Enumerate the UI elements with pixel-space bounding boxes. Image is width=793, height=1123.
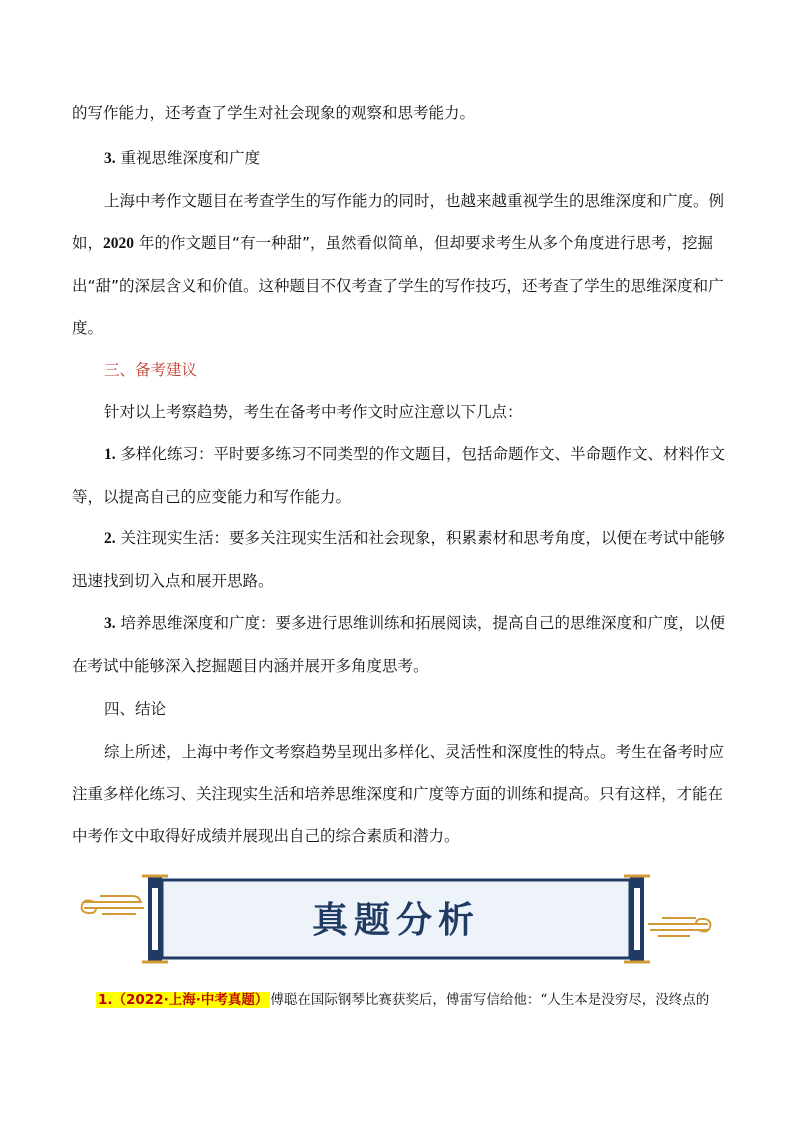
scroll-banner bbox=[72, 858, 720, 980]
paragraph-text-b: 年的作文题目“有一种甜”，虽然看似简单，但却要求考生从多个角度进行思考，挖掘出“甜”的深层含义和价值。这种题目不仅考查了学生的写作技巧，还考查了学生的思维深度和广度。 bbox=[72, 234, 724, 337]
tip-text: 多样化练习：平时要多练习不同类型的作文题目，包括命题作文、半命题作文、材料作文等，以提高自己的应变能力和写作能力。 bbox=[72, 445, 726, 506]
question-1 bbox=[96, 987, 736, 1013]
section-title: 重视思维深度和广度 bbox=[115, 149, 261, 167]
year-number: 2020 bbox=[103, 235, 135, 252]
tip-number: 1. bbox=[104, 446, 116, 463]
tip-item-1 bbox=[72, 433, 732, 518]
tip-item-3 bbox=[72, 602, 732, 687]
paragraph-conclusion: 综上所述，上海中考作文考察趋势呈现出多样化、灵活性和深度性的特点。考生在备考时应注重多样化练习、关注现实生活和培养思维深度和广度等方面的训练和提高。只有这样，才能在中考作文中取得好成绩并展现出自己的综合素质和潜力。 bbox=[72, 743, 725, 845]
paragraph-intro-suggestions: 针对以上考察趋势，考生在备考中考作文时应注意以下几点： bbox=[104, 403, 523, 421]
tip-item-2 bbox=[72, 517, 732, 602]
paragraph-thinking-depth bbox=[72, 180, 732, 349]
question-text: 傅聪在国际钢琴比赛获奖后，傅雷写信给他：“人生本是没穷尽，没终点的 bbox=[270, 992, 710, 1008]
tip-text: 关注现实生活：要多关注现实生活和社会现象，积累素材和思考角度，以便在考试中能够迅速找到切入点和展开思路。 bbox=[72, 529, 726, 590]
question-source-tag: （2022·上海·中考真题） bbox=[112, 992, 269, 1008]
section-heading-3 bbox=[72, 137, 732, 180]
question-number: 1. bbox=[98, 992, 113, 1008]
question-number-highlight bbox=[96, 992, 270, 1008]
section-heading-conclusion: 四、结论 bbox=[104, 700, 167, 718]
tip-number: 2. bbox=[104, 530, 116, 547]
right-rod-highlight bbox=[634, 888, 640, 950]
tip-text: 培养思维深度和广度：要多进行思维训练和拓展阅读，提高自己的思维深度和广度，以便在考试中能够深入挖掘题目内涵并展开多角度思考。 bbox=[72, 614, 726, 675]
section-heading-suggestions: 三、备考建议 bbox=[104, 361, 198, 379]
paragraph-continuation: 的写作能力，还考查了学生对社会现象的观察和思考能力。 bbox=[72, 104, 476, 122]
banner-title: 真题分析 bbox=[311, 899, 481, 941]
section-number: 3. bbox=[104, 150, 116, 167]
tip-number: 3. bbox=[104, 615, 116, 632]
paragraph-text-a: 上海中考作文题目在考查学生的写作能力的同时，也越来越重视学生的思维深度和广度。例如， bbox=[72, 192, 725, 252]
left-rod-highlight bbox=[152, 888, 158, 950]
